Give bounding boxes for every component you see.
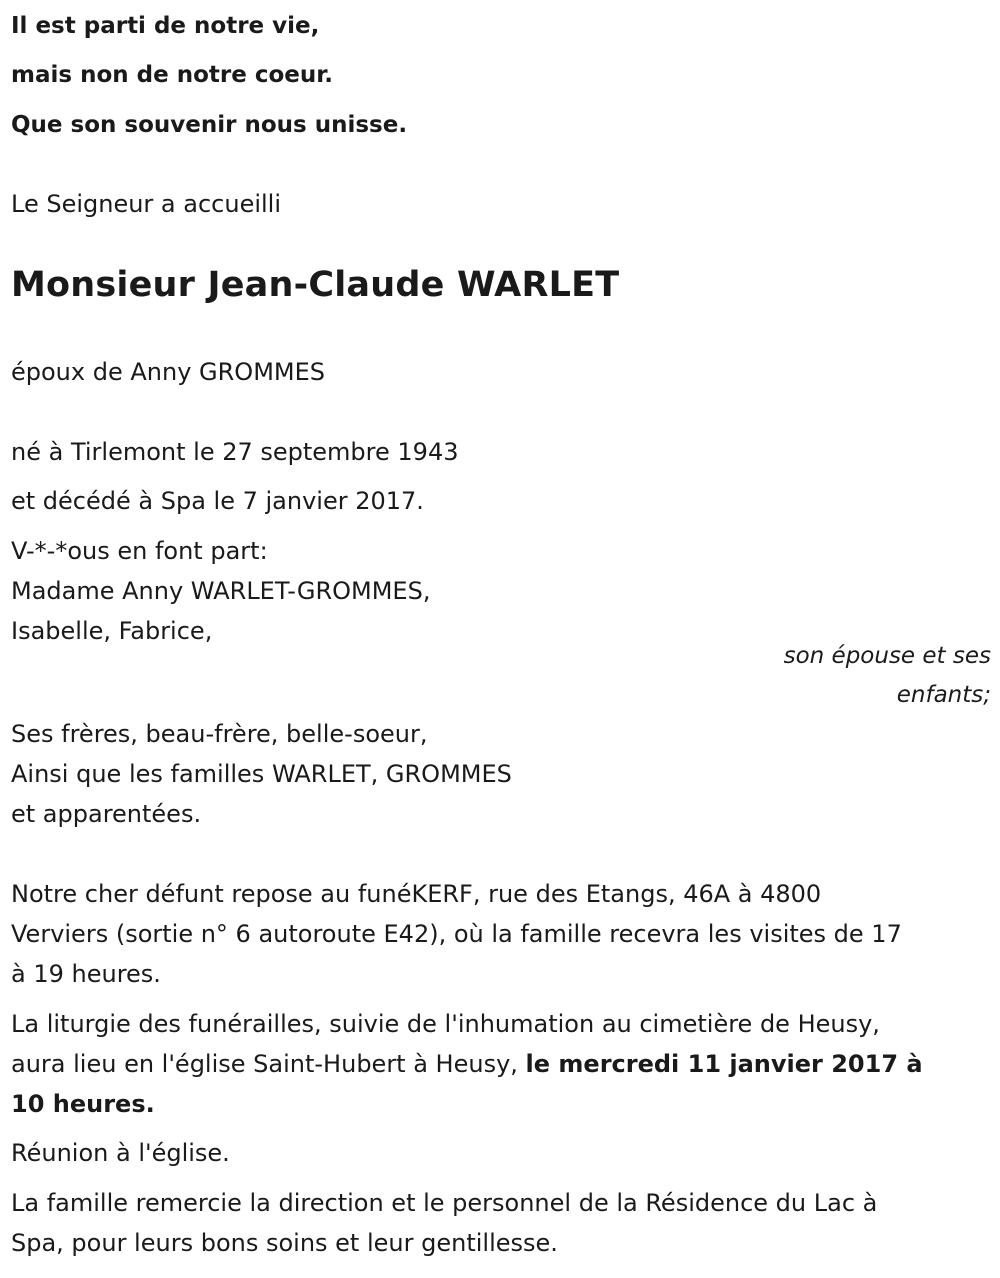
liturgy-line-2 bbox=[11, 1048, 923, 1080]
meeting-line: Réunion à l'église. bbox=[11, 1139, 230, 1167]
deceased-name: Monsieur Jean-Claude WARLET bbox=[11, 265, 620, 305]
announcement-name-1: Madame Anny WARLET-GROMMES, bbox=[11, 577, 431, 605]
liturgy-location: aura lieu en l'église Saint-Hubert à Heusy, bbox=[11, 1050, 526, 1078]
family-line-3: et apparentées. bbox=[11, 800, 202, 828]
repose-line-2: Verviers (sortie n° 6 autoroute E42), où la famille recevra les visites de 17 bbox=[11, 920, 902, 948]
verse-line-2: mais non de notre coeur. bbox=[11, 62, 334, 88]
death-line: et décédé à Spa le 7 janvier 2017. bbox=[11, 487, 424, 515]
role-line-1: son épouse et ses bbox=[783, 643, 991, 669]
role-line-2: enfants; bbox=[896, 682, 991, 708]
verse-line-1: Il est parti de notre vie, bbox=[11, 13, 320, 39]
intro-text: Le Seigneur a accueilli bbox=[11, 190, 282, 218]
repose-line-3: à 19 heures. bbox=[11, 960, 161, 988]
family-line-2: Ainsi que les familles WARLET, GROMMES bbox=[11, 760, 512, 788]
announcement-heading: V-*-*ous en font part: bbox=[11, 537, 268, 565]
announcement-name-2: Isabelle, Fabrice, bbox=[11, 617, 213, 645]
repose-line-1: Notre cher défunt repose au funéKERF, rue des Etangs, 46A à 4800 bbox=[11, 880, 822, 908]
spouse-line: époux de Anny GROMMES bbox=[11, 358, 326, 386]
liturgy-time: 10 heures. bbox=[11, 1090, 155, 1118]
thanks-line-2: Spa, pour leurs bons soins et leur gentillesse. bbox=[11, 1229, 558, 1257]
thanks-line-1: La famille remercie la direction et le personnel de la Résidence du Lac à bbox=[11, 1189, 878, 1217]
liturgy-line-1: La liturgie des funérailles, suivie de l'inhumation au cimetière de Heusy, bbox=[11, 1010, 880, 1038]
birth-line: né à Tirlemont le 27 septembre 1943 bbox=[11, 438, 459, 466]
liturgy-date: le mercredi 11 janvier 2017 à bbox=[525, 1050, 923, 1078]
verse-line-3: Que son souvenir nous unisse. bbox=[11, 112, 408, 138]
family-line-1: Ses frères, beau-frère, belle-soeur, bbox=[11, 720, 428, 748]
